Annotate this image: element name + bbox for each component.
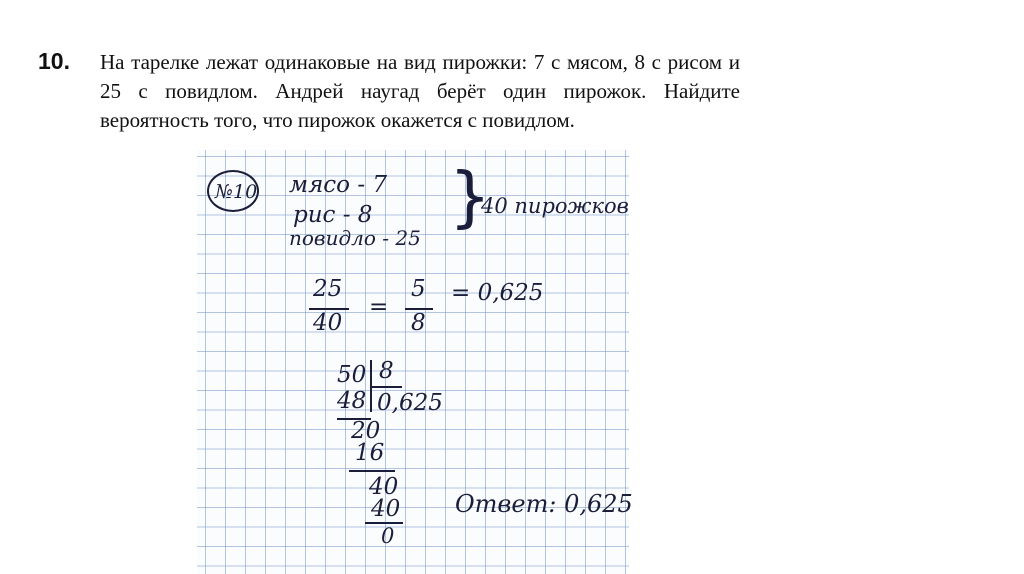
- ingredient-jam: повидло - 25: [289, 226, 421, 250]
- division-quotient: 0,625: [377, 390, 443, 416]
- equals-sign-1: =: [369, 294, 389, 320]
- division-remainder-2: 40: [369, 474, 399, 500]
- problem-label: №10: [215, 181, 258, 203]
- decimal-result: = 0,625: [451, 280, 544, 306]
- division-dividend: 50: [337, 362, 367, 388]
- grouping-brace: }: [449, 158, 491, 235]
- division-line-2: [349, 470, 395, 472]
- division-divisor: 8: [379, 358, 394, 384]
- ingredient-meat: мясо - 7: [289, 172, 388, 198]
- division-remainder-1: 20: [351, 418, 381, 444]
- division-subtract-2: 16: [355, 440, 385, 466]
- fraction1-numerator: 25: [313, 276, 343, 302]
- problem-text: На тарелке лежат одинаковые на вид пирожки: 7 с мясом, 8 с рисом и 25 с повидлом. Андрей наугад берёт один пирожок. Найдите вероятность того, что пирожок окажется с повидлом.: [100, 50, 740, 132]
- division-remainder-3: 0: [381, 524, 395, 548]
- problem-number: 10.: [38, 48, 70, 74]
- fraction2-denominator: 8: [411, 310, 426, 336]
- fraction1-denominator: 40: [313, 310, 343, 336]
- division-subtract-1: 48: [337, 388, 367, 414]
- fraction2-numerator: 5: [411, 276, 426, 302]
- handwritten-solution-sheet: [197, 150, 633, 574]
- total-pies: 40 пирожков: [481, 194, 629, 218]
- division-divisor-bar: [370, 386, 402, 388]
- ingredient-rice: рис - 8: [293, 202, 373, 228]
- answer-text: Ответ: 0,625: [455, 490, 633, 518]
- problem-label-circle: [207, 170, 259, 212]
- division-subtract-3: 40: [371, 496, 401, 522]
